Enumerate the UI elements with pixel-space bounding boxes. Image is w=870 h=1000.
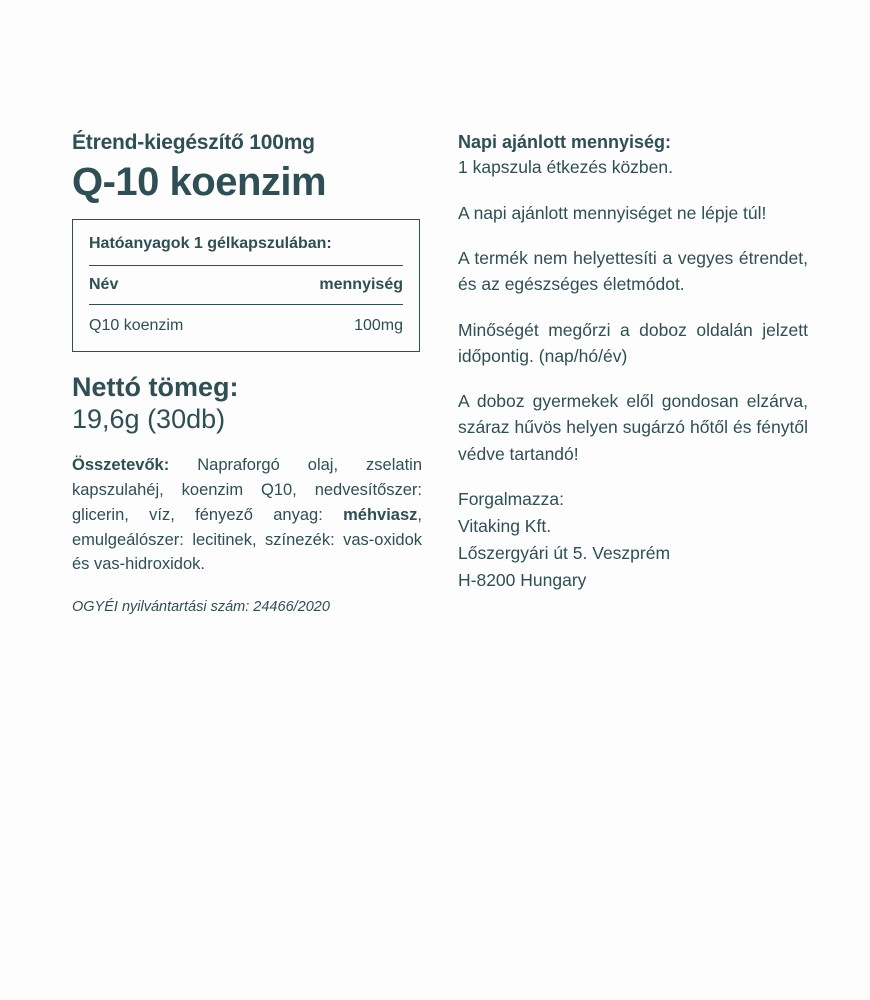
distributor-street: Lőszergyári út 5. Veszprém [458,543,671,564]
active-ingredients-box [72,219,420,352]
page-title: Q-10 koenzim [72,160,327,205]
ingredient-amount: 100mg [354,316,403,334]
label-right-column [458,130,808,594]
column-header-name: Név [89,275,119,293]
table-row [89,305,403,337]
ingredients-label: Összetevők: [72,456,170,475]
daily-dose-text: 1 kapszula étkezés közben. [458,157,673,178]
supplement-type-line: Étrend-kiegészítő 100mg [72,131,315,154]
ingredients-text-part-2: , emulgeálószer: lecitinek, színezék: vas-oxidok és vas-hidroxidok. [72,505,422,574]
label-left-column [72,130,422,615]
best-before-text: Minőségét megőrzi a doboz oldalán jelzett időpontig. (nap/hó/év) [458,319,808,366]
net-weight-label: Nettó tömeg: [72,371,239,402]
distributor-city: H-8200 Hungary [458,570,587,591]
registration-number: OGYÉI nyilvántartási szám: 24466/2020 [72,599,330,616]
ingredient-name: Q10 koenzim [89,316,184,334]
label-columns [72,130,812,615]
storage-instructions: A doboz gyermekek elől gondosan elzárva, száraz hűvös helyen sugárzó hőtől és fénytől védve tartandó! [458,391,808,464]
column-header-amount: mennyiség [319,275,403,293]
distributor-name: Vitaking Kft. [458,516,552,537]
distributor-label: Forgalmazza: [458,488,565,509]
active-ingredients-title: Hatóanyagok 1 gélkapszulában: [89,234,403,266]
active-ingredients-header-row [89,266,403,305]
daily-dose-heading: Napi ajánlott mennyiség: [458,132,672,152]
warning-overdose: A napi ajánlott mennyiséget ne lépje túl! [458,202,767,223]
ingredients-highlight-beeswax: méhviasz [343,505,418,524]
ingredients-text-part-1: Napraforgó olaj, zselatin kapszulahéj, koenzim Q10, nedvesítőszer: glicerin, víz, fényező anyag: [72,456,422,524]
net-weight-value: 19,6g (30db) [72,404,226,435]
distributor-block [458,486,808,595]
ingredients-paragraph [72,453,422,577]
warning-balanced-diet: A termék nem helyettesíti a vegyes étrendet, és az egészséges életmódot. [458,248,808,295]
